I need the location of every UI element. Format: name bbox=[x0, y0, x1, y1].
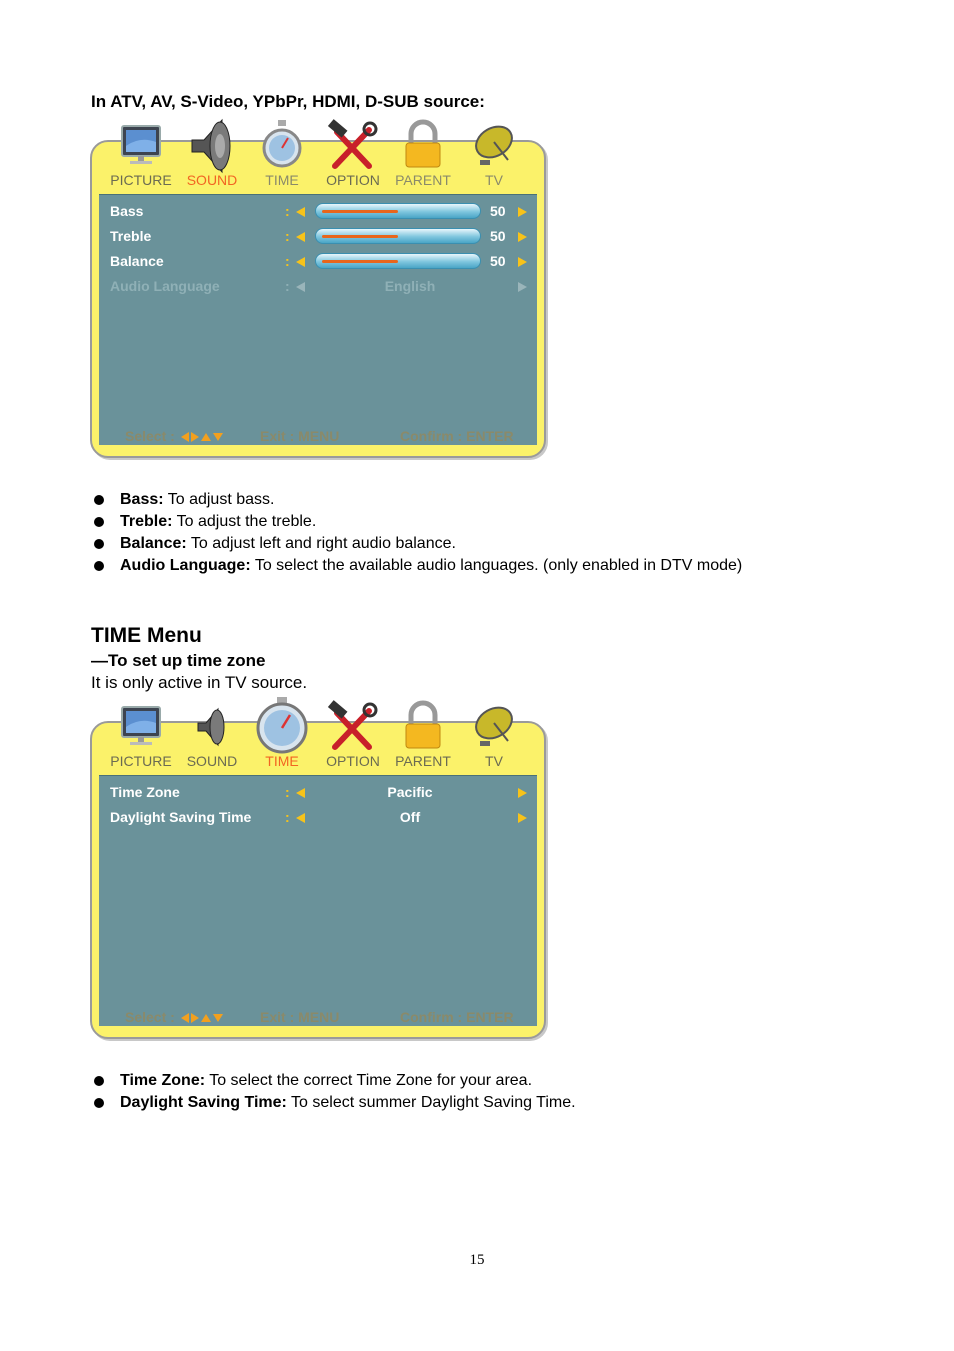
left-arrow-icon[interactable] bbox=[296, 232, 305, 242]
tools-icon[interactable] bbox=[323, 697, 383, 757]
tab-parent[interactable]: PARENT bbox=[395, 753, 451, 769]
footer-confirm: Confirm : ENTER bbox=[400, 428, 514, 444]
footer-select bbox=[125, 428, 223, 444]
osd-body bbox=[99, 194, 537, 445]
bullet-desc: To select summer Daylight Saving Time. bbox=[286, 1094, 576, 1111]
bullet-dot bbox=[94, 517, 104, 527]
tab-sound[interactable]: SOUND bbox=[186, 753, 238, 769]
footer-select-label: Select : bbox=[125, 428, 175, 444]
bullet-term: Audio Language: bbox=[120, 557, 251, 574]
bullet-dot bbox=[94, 561, 104, 571]
bullet-desc: To adjust the treble. bbox=[172, 513, 317, 530]
right-arrow-icon bbox=[518, 282, 527, 292]
row-colon: : bbox=[285, 784, 290, 800]
stopwatch-icon[interactable] bbox=[252, 116, 312, 176]
time-menu-title: TIME Menu bbox=[91, 624, 202, 647]
tab-picture[interactable]: PICTURE bbox=[110, 172, 172, 188]
right-arrow-icon[interactable] bbox=[518, 257, 527, 267]
left-arrow-icon bbox=[181, 432, 189, 442]
up-arrow-icon bbox=[201, 433, 211, 441]
slider-fill bbox=[322, 210, 398, 213]
right-arrow-icon[interactable] bbox=[518, 232, 527, 242]
bullet-desc: To adjust bass. bbox=[163, 491, 275, 508]
left-arrow-icon bbox=[296, 282, 305, 292]
bullet-dot bbox=[94, 1076, 104, 1086]
right-arrow-icon bbox=[191, 432, 199, 442]
left-arrow-icon[interactable] bbox=[296, 813, 305, 823]
row-value: English bbox=[384, 278, 436, 294]
tab-sound[interactable]: SOUND bbox=[186, 172, 238, 188]
left-arrow-icon[interactable] bbox=[296, 257, 305, 267]
bullet-dot bbox=[94, 539, 104, 549]
tv-monitor-icon[interactable] bbox=[112, 116, 172, 176]
daylight-saving-row[interactable] bbox=[110, 807, 530, 829]
bullet-desc: To select the correct Time Zone for your area. bbox=[205, 1072, 533, 1089]
row-label: Bass bbox=[110, 203, 144, 219]
bass-slider[interactable] bbox=[315, 203, 481, 219]
balance-slider[interactable] bbox=[315, 253, 481, 269]
bullet-term: Time Zone: bbox=[120, 1072, 206, 1089]
sound-osd-menu bbox=[90, 116, 546, 458]
slider-fill bbox=[322, 235, 398, 238]
row-value: Off bbox=[399, 809, 421, 825]
section-heading: In ATV, AV, S-Video, YPbPr, HDMI, D-SUB source: bbox=[91, 92, 485, 111]
bass-row[interactable] bbox=[110, 201, 530, 223]
row-colon: : bbox=[285, 809, 290, 825]
down-arrow-icon bbox=[213, 433, 223, 441]
bullet-desc: To adjust left and right audio balance. bbox=[186, 535, 456, 552]
bullet-dot bbox=[94, 495, 104, 505]
bullet-desc: To select the available audio languages. (only enabled in DTV mode) bbox=[250, 557, 743, 574]
left-arrow-icon bbox=[181, 1013, 189, 1023]
row-colon: : bbox=[285, 228, 290, 244]
row-label: Treble bbox=[110, 228, 152, 244]
footer-exit: Exit : MENU bbox=[260, 428, 340, 444]
time-menu-note: It is only active in TV source. bbox=[91, 673, 308, 692]
row-value: 50 bbox=[490, 228, 506, 244]
osd-tabs bbox=[90, 753, 546, 771]
footer-exit: Exit : MENU bbox=[260, 1009, 340, 1025]
tab-tv[interactable]: TV bbox=[485, 172, 503, 188]
tab-option[interactable]: OPTION bbox=[326, 172, 380, 188]
row-colon: : bbox=[285, 278, 290, 294]
up-arrow-icon bbox=[201, 1014, 211, 1022]
balance-row[interactable] bbox=[110, 251, 530, 273]
slider-fill bbox=[322, 260, 398, 263]
row-colon: : bbox=[285, 253, 290, 269]
bullet-term: Balance: bbox=[120, 535, 187, 552]
osd-body bbox=[99, 775, 537, 1026]
stopwatch-icon[interactable] bbox=[252, 697, 312, 757]
bullet-term: Daylight Saving Time: bbox=[120, 1094, 287, 1111]
treble-row[interactable] bbox=[110, 226, 530, 248]
page-number: 15 bbox=[469, 1252, 485, 1268]
down-arrow-icon bbox=[213, 1014, 223, 1022]
padlock-icon[interactable] bbox=[393, 697, 453, 757]
osd-icon-bar bbox=[90, 697, 546, 757]
footer-select-label: Select : bbox=[125, 1009, 175, 1025]
right-arrow-icon bbox=[191, 1013, 199, 1023]
footer-select bbox=[125, 1009, 223, 1025]
osd-tabs bbox=[90, 172, 546, 190]
tab-parent[interactable]: PARENT bbox=[395, 172, 451, 188]
time-osd-menu bbox=[90, 697, 546, 1039]
right-arrow-icon[interactable] bbox=[518, 813, 527, 823]
row-label: Balance bbox=[110, 253, 164, 269]
left-arrow-icon[interactable] bbox=[296, 207, 305, 217]
row-label: Time Zone bbox=[110, 784, 180, 800]
osd-icon-bar bbox=[90, 116, 546, 176]
row-colon: : bbox=[285, 203, 290, 219]
speaker-icon[interactable] bbox=[182, 697, 242, 757]
footer-confirm: Confirm : ENTER bbox=[400, 1009, 514, 1025]
left-arrow-icon[interactable] bbox=[296, 788, 305, 798]
tab-tv[interactable]: TV bbox=[485, 753, 503, 769]
bullet-term: Treble: bbox=[120, 513, 173, 530]
tools-icon[interactable] bbox=[323, 116, 383, 176]
satellite-dish-icon[interactable] bbox=[464, 116, 524, 176]
tv-monitor-icon[interactable] bbox=[112, 697, 172, 757]
padlock-icon[interactable] bbox=[393, 116, 453, 176]
bullet-term: Bass: bbox=[120, 491, 164, 508]
right-arrow-icon[interactable] bbox=[518, 207, 527, 217]
speaker-icon[interactable] bbox=[182, 116, 242, 176]
satellite-dish-icon[interactable] bbox=[464, 697, 524, 757]
tab-time[interactable]: TIME bbox=[265, 753, 299, 769]
time-menu-subtitle: —To set up time zone bbox=[91, 651, 266, 670]
bullet-dot bbox=[94, 1098, 104, 1108]
audio-language-row bbox=[110, 276, 530, 298]
right-arrow-icon[interactable] bbox=[518, 788, 527, 798]
row-value: 50 bbox=[490, 253, 506, 269]
treble-slider[interactable] bbox=[315, 228, 481, 244]
time-zone-row[interactable] bbox=[110, 782, 530, 804]
tab-picture[interactable]: PICTURE bbox=[110, 753, 172, 769]
row-label: Audio Language bbox=[110, 278, 220, 294]
tab-time[interactable]: TIME bbox=[265, 172, 299, 188]
row-label: Daylight Saving Time bbox=[110, 809, 252, 825]
row-value: 50 bbox=[490, 203, 506, 219]
tab-option[interactable]: OPTION bbox=[326, 753, 380, 769]
row-value: Pacific bbox=[387, 784, 433, 800]
